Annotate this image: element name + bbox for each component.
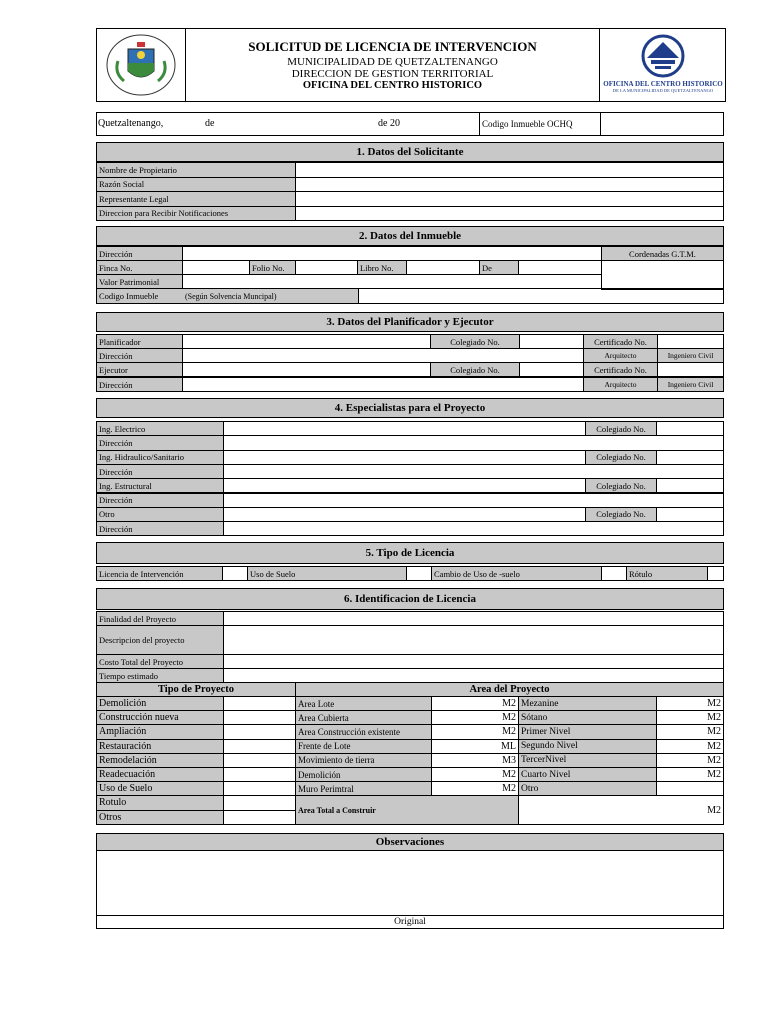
s6-input[interactable] — [223, 625, 724, 655]
codigo-ochq-label: Codigo Inmueble OCHQ — [482, 119, 573, 129]
s4-direccion-input[interactable] — [223, 493, 724, 508]
colegiado-label: Colegiado No. — [430, 334, 520, 349]
s4-colegiado-input[interactable] — [656, 478, 724, 493]
cordenadas-label: Cordenadas G.T.M. — [601, 246, 724, 261]
direccion-input[interactable] — [182, 246, 602, 261]
area-value-unit[interactable]: M2 — [431, 781, 519, 796]
folio-input[interactable] — [295, 260, 358, 275]
licencia-option-label: Licencia de Intervención — [96, 566, 223, 581]
municipal-seal-icon — [104, 33, 178, 97]
tipo-proyecto-checkbox[interactable] — [223, 795, 296, 810]
area-value-unit[interactable]: M3 — [431, 753, 519, 768]
tipo-proyecto-label: Otros — [96, 810, 224, 825]
s3-label: Planificador — [96, 334, 183, 349]
colegiado-label: Colegiado No. — [430, 362, 520, 377]
area-label: Muro Perimtral — [295, 781, 432, 796]
ingeniero-option[interactable]: Ingeniero Civil — [657, 377, 724, 392]
s4-colegiado-label: Colegiado No. — [585, 421, 657, 436]
day-de-label: de — [205, 118, 215, 129]
s3-label: Ejecutor — [96, 362, 183, 377]
finca-label: Finca No. — [96, 260, 183, 275]
valor-label: Valor Patrimonial — [96, 274, 183, 289]
observaciones-textarea[interactable] — [96, 850, 724, 916]
tipo-proyecto-checkbox[interactable] — [223, 724, 296, 739]
s1-label: Representante Legal — [96, 191, 296, 207]
arquitecto-option[interactable]: Arquitecto — [583, 377, 658, 392]
s6-input[interactable] — [223, 611, 724, 626]
s4-colegiado-input[interactable] — [656, 421, 724, 436]
s4-label: Dirección — [96, 521, 224, 536]
nivel-label: Segundo Nivel — [518, 739, 657, 754]
colegiado-input[interactable] — [519, 334, 584, 349]
left-logo-cell — [96, 28, 186, 102]
certificado-input[interactable] — [657, 362, 724, 377]
observaciones-title: Observaciones — [96, 833, 724, 851]
arquitecto-option[interactable]: Arquitecto — [583, 348, 658, 363]
office-name: OFICINA DEL CENTRO HISTORICO — [302, 80, 483, 91]
s1-label: Direccion para Recibir Notificaciones — [96, 206, 296, 222]
certificado-label: Certificado No. — [583, 334, 658, 349]
area-label: Area Cubierta — [295, 710, 432, 725]
section2-title: 2. Datos del Inmueble — [96, 226, 724, 246]
licencia-checkbox[interactable] — [222, 566, 248, 581]
nivel-label: Otro — [518, 781, 657, 796]
segun-label: (Según Solvencia Muncipal) — [185, 292, 277, 301]
area-total-value-unit[interactable]: M2 — [518, 795, 724, 824]
section5-title: 5. Tipo de Licencia — [96, 542, 724, 564]
s1-label: Nombre de Propietario — [96, 162, 296, 178]
s1-input[interactable] — [295, 177, 724, 193]
section1-title: 1. Datos del Solicitante — [96, 142, 724, 162]
year-de-label: de 20 — [378, 118, 400, 129]
nivel-label: Cuarto Nivel — [518, 767, 657, 782]
tipo-proyecto-checkbox[interactable] — [223, 810, 296, 825]
s3-direccion-input[interactable] — [182, 377, 584, 392]
nivel-value-unit[interactable]: M2 — [656, 767, 724, 782]
s3-direccion-input[interactable] — [182, 348, 584, 363]
nivel-value-unit[interactable] — [656, 781, 724, 796]
tipo-proyecto-header: Tipo de Proyecto — [96, 682, 296, 697]
s3-label: Dirección — [96, 377, 183, 392]
s4-direccion-input[interactable] — [223, 464, 724, 479]
cordenadas-input[interactable] — [601, 260, 724, 290]
area-label: Area Lote — [295, 696, 432, 711]
licencia-option-label: Cambio de Uso de -suelo — [431, 566, 602, 581]
s3-name-input[interactable] — [182, 362, 431, 377]
tipo-proyecto-checkbox[interactable] — [223, 739, 296, 754]
libro-label: Libro No. — [357, 260, 407, 275]
s4-label: Dirección — [96, 464, 224, 479]
nivel-value-unit[interactable]: M2 — [656, 696, 724, 711]
nivel-value-unit[interactable]: M2 — [656, 739, 724, 754]
s6-label: Tiempo estimado — [96, 668, 224, 683]
s1-label: Razón Social — [96, 177, 296, 193]
s6-label: Finalidad del Proyecto — [96, 611, 224, 626]
area-label: Frente de Lote — [295, 739, 432, 754]
s6-label: Costo Total del Proyecto — [96, 654, 224, 669]
s4-direccion-input[interactable] — [223, 521, 724, 536]
de-label: De — [479, 260, 519, 275]
tipo-proyecto-label: Readecuación — [96, 767, 224, 782]
area-label: Movimiento de tierra — [295, 753, 432, 768]
nivel-label: Sótano — [518, 710, 657, 725]
tipo-proyecto-checkbox[interactable] — [223, 753, 296, 768]
ingeniero-option[interactable]: Ingeniero Civil — [657, 348, 724, 363]
tipo-proyecto-checkbox[interactable] — [223, 767, 296, 782]
codigo-inmueble-label: Codigo Inmueble — [96, 288, 359, 304]
nivel-label: Primer Nivel — [518, 724, 657, 739]
tipo-proyecto-label: Construcción nueva — [96, 710, 224, 725]
s4-name-input[interactable] — [223, 450, 586, 465]
finca-input[interactable] — [182, 260, 250, 275]
licencia-checkbox[interactable] — [707, 566, 724, 581]
s6-input[interactable] — [223, 654, 724, 669]
direccion-label: Dirección — [96, 246, 183, 261]
s6-input[interactable] — [223, 668, 724, 683]
area-proyecto-header: Area del Proyecto — [295, 682, 724, 697]
s4-colegiado-input[interactable] — [656, 450, 724, 465]
s4-colegiado-label: Colegiado No. — [585, 478, 657, 493]
valor-input[interactable] — [182, 274, 602, 289]
licencia-option-label: Uso de Suelo — [247, 566, 407, 581]
s4-label: Dirección — [96, 435, 224, 450]
tipo-proyecto-label: Remodelación — [96, 753, 224, 768]
licencia-option-label: Rótulo — [626, 566, 708, 581]
s4-colegiado-input[interactable] — [656, 507, 724, 522]
municipality-name: MUNICIPALIDAD DE QUETZALTENANGO — [287, 56, 498, 68]
s6-label: Descripcion del proyecto — [96, 625, 224, 655]
historic-center-logo-icon — [641, 34, 685, 78]
nivel-value-unit[interactable]: M2 — [656, 724, 724, 739]
s4-name-input[interactable] — [223, 507, 586, 522]
tipo-proyecto-label: Rotulo — [96, 795, 224, 810]
folio-label: Folio No. — [249, 260, 296, 275]
area-value-unit[interactable]: M2 — [431, 710, 519, 725]
right-logo-cell — [600, 28, 726, 102]
s1-input[interactable] — [295, 162, 724, 178]
right-logo-subtitle: DE LA MUNICIPALIDAD DE QUETZALTENANGO — [612, 88, 714, 93]
area-total-label: Area Total a Construir — [295, 795, 519, 824]
area-value-unit[interactable]: ML — [431, 739, 519, 754]
de-input[interactable] — [518, 260, 602, 275]
area-label: Area Construcción existente — [295, 724, 432, 739]
s4-colegiado-label: Colegiado No. — [585, 507, 657, 522]
s4-label: Ing. Electrico — [96, 421, 224, 436]
s3-label: Dirección — [96, 348, 183, 363]
city-label: Quetzaltenango, — [98, 118, 164, 129]
right-logo-title: OFICINA DEL CENTRO HISTORICO — [603, 80, 723, 88]
certificado-input[interactable] — [657, 334, 724, 349]
s4-label: Otro — [96, 507, 224, 522]
original-footer: Original — [96, 915, 724, 929]
tipo-proyecto-label: Demolición — [96, 696, 224, 711]
section4-title: 4. Especialistas para el Proyecto — [96, 398, 724, 418]
area-value-unit[interactable]: M2 — [431, 724, 519, 739]
s1-input[interactable] — [295, 191, 724, 207]
codigo-inmueble-input[interactable] — [358, 288, 724, 304]
licencia-checkbox[interactable] — [406, 566, 432, 581]
tipo-proyecto-label: Uso de Suelo — [96, 781, 224, 796]
area-value-unit[interactable]: M2 — [431, 767, 519, 782]
libro-input[interactable] — [406, 260, 480, 275]
s4-direccion-input[interactable] — [223, 435, 724, 450]
tipo-proyecto-checkbox[interactable] — [223, 696, 296, 711]
codigo-ochq-field[interactable] — [601, 113, 723, 135]
tipo-proyecto-checkbox[interactable] — [223, 781, 296, 796]
header-text — [186, 28, 600, 102]
s4-label: Ing. Hidraulico/Sanitario — [96, 450, 224, 465]
section6-title: 6. Identificacion de Licencia — [96, 588, 724, 610]
direction-name: DIRECCION DE GESTION TERRITORIAL — [291, 68, 494, 80]
tipo-proyecto-label: Restauración — [96, 739, 224, 754]
licencia-checkbox[interactable] — [601, 566, 627, 581]
s4-label: Ing. Estructural — [96, 478, 224, 493]
area-label: Demolición — [295, 767, 432, 782]
s4-name-input[interactable] — [223, 421, 586, 436]
s4-label: Dirección — [96, 493, 224, 508]
nivel-value-unit[interactable]: M2 — [656, 710, 724, 725]
tipo-proyecto-label: Ampliación — [96, 724, 224, 739]
s3-name-input[interactable] — [182, 334, 431, 349]
s4-name-input[interactable] — [223, 478, 586, 493]
area-value-unit[interactable]: M2 — [431, 696, 519, 711]
certificado-label: Certificado No. — [583, 362, 658, 377]
form-title: SOLICITUD DE LICENCIA DE INTERVENCION — [248, 39, 537, 54]
s1-input[interactable] — [295, 206, 724, 222]
nivel-label: TercerNivel — [518, 753, 657, 768]
nivel-label: Mezanine — [518, 696, 657, 711]
s4-colegiado-label: Colegiado No. — [585, 450, 657, 465]
nivel-value-unit[interactable]: M2 — [656, 753, 724, 768]
section3-title: 3. Datos del Planificador y Ejecutor — [96, 312, 724, 332]
colegiado-input[interactable] — [519, 362, 584, 377]
tipo-proyecto-checkbox[interactable] — [223, 710, 296, 725]
